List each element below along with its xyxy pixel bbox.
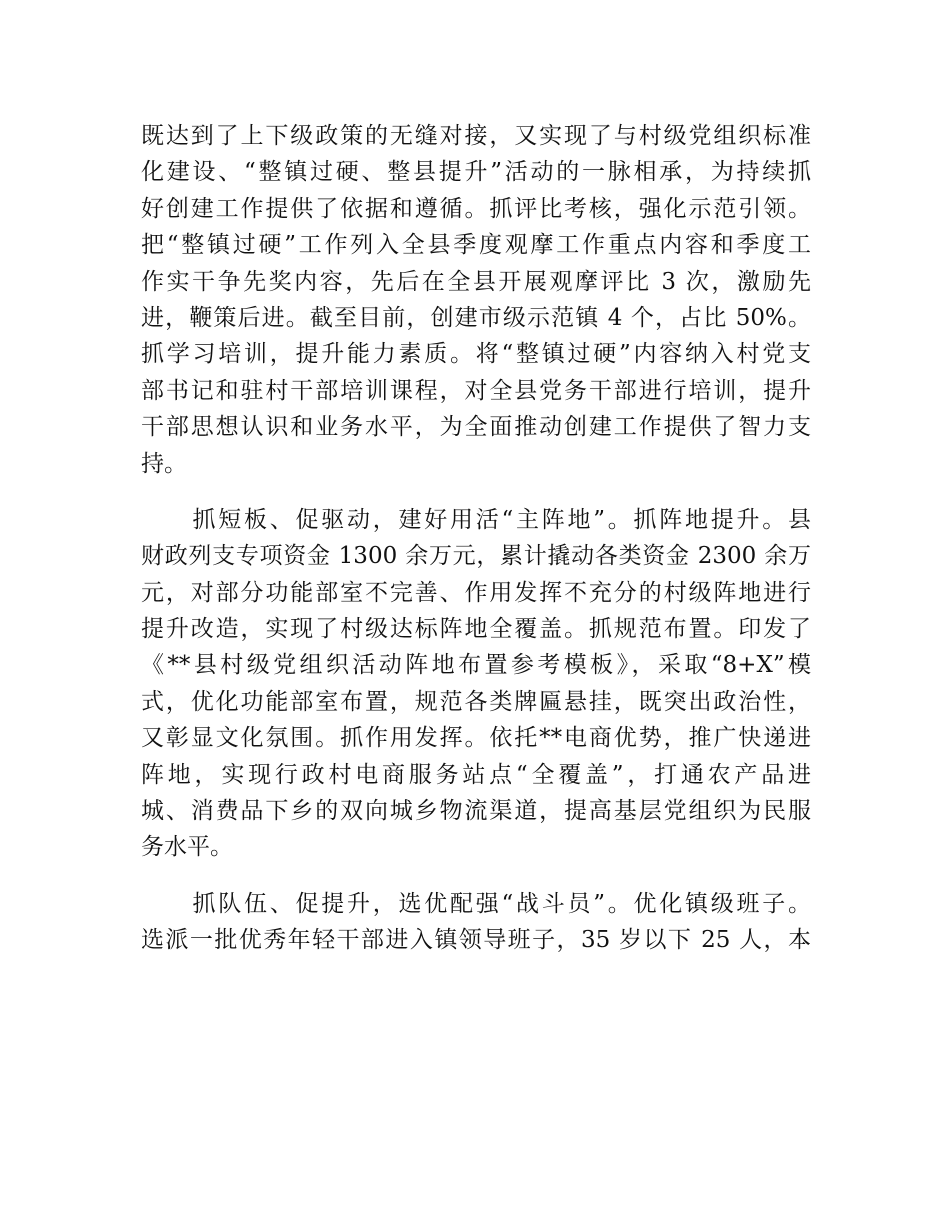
paragraph-gap	[141, 866, 811, 886]
document-body	[141, 118, 811, 959]
text-line: 抓队伍、促提升，选优配强“战斗员”。优化镇级班子。	[141, 890, 811, 917]
text-line: 抓短板、促驱动，建好用活“主阵地”。抓阵地提升。县	[141, 506, 811, 533]
text-line: 把“整镇过硬”工作列入全县季度观摩工作重点内容和季度工	[141, 232, 811, 259]
text-line: 作实干争先奖内容，先后在全县开展观摩评比 3 次，激励先	[141, 268, 811, 295]
text-line: 财政列支专项资金 1300 余万元，累计撬动各类资金 2300 余万	[141, 543, 811, 570]
paragraph-2	[141, 502, 811, 866]
text-line: 持。	[141, 450, 187, 477]
text-line: 《**县村级党组织活动阵地布置参考模板》，采取“8+X”模	[141, 652, 811, 679]
text-line: 抓学习培训，提升能力素质。将“整镇过硬”内容纳入村党支	[141, 341, 811, 368]
text-line: 干部思想认识和业务水平，为全面推动创建工作提供了智力支	[141, 414, 811, 441]
paragraph-1	[141, 118, 811, 482]
text-line: 务水平。	[141, 834, 233, 861]
paragraph-gap	[141, 482, 811, 502]
text-line: 进，鞭策后进。截至目前，创建市级示范镇 4 个，占比 50%。	[141, 304, 811, 331]
text-line: 选派一批优秀年轻干部进入镇领导班子，35 岁以下 25 人，本	[141, 927, 811, 954]
text-line: 提升改造，实现了村级达标阵地全覆盖。抓规范布置。印发了	[141, 616, 811, 643]
text-line: 式，优化功能部室布置，规范各类牌匾悬挂，既突出政治性，	[141, 688, 811, 715]
text-line: 化建设、“整镇过硬、整县提升”活动的一脉相承，为持续抓	[141, 159, 811, 186]
text-line: 又彰显文化氛围。抓作用发挥。依托**电商优势，推广快递进	[141, 725, 811, 752]
text-line: 好创建工作提供了依据和遵循。抓评比考核，强化示范引领。	[141, 195, 811, 222]
text-line: 既达到了上下级政策的无缝对接，又实现了与村级党组织标准	[141, 123, 811, 149]
text-line: 元，对部分功能部室不完善、作用发挥不充分的村级阵地进行	[141, 579, 811, 606]
paragraph-3	[141, 886, 811, 959]
text-line: 阵地，实现行政村电商服务站点“全覆盖”，打通农产品进	[141, 761, 811, 788]
text-line: 城、消费品下乡的双向城乡物流渠道，提高基层党组织为民服	[141, 798, 811, 825]
text-line: 部书记和驻村干部培训课程，对全县党务干部进行培训，提升	[141, 377, 811, 404]
